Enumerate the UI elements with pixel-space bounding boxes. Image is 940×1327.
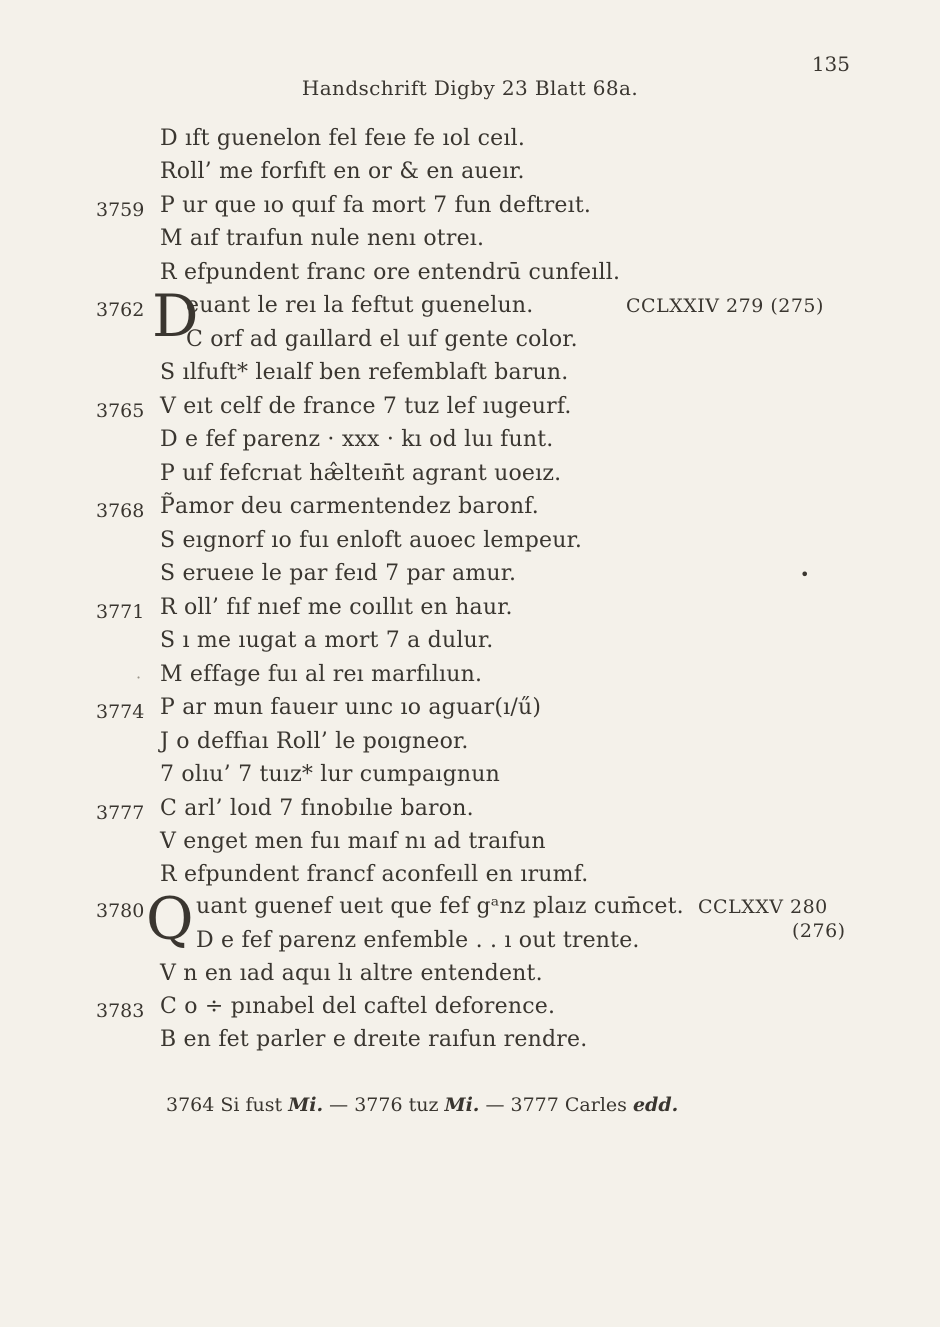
footnote-entry: 3764 Si fust — [166, 1094, 283, 1116]
verse-line — [0, 595, 940, 628]
verse-line — [0, 862, 940, 895]
verse-text: M aıf traıfun nule nenı otreı. — [160, 226, 485, 251]
verse-text: uant guenef ueıt que fef gᵃnz plaız cum̄cet. — [196, 894, 684, 919]
verse-text: S erueıe le par feıd 7 par amur. — [160, 561, 517, 586]
line-number: 3762 — [96, 299, 145, 321]
line-number: 3759 — [96, 199, 145, 221]
verse-line — [0, 829, 940, 862]
verse-text: V eıt celf de france 7 tuz lef ıugeurf. — [160, 394, 572, 419]
running-head: Handschrift Digby 23 Blatt 68a. — [301, 76, 639, 100]
footnote-source: Mi. — [288, 1094, 324, 1116]
verse-line — [0, 561, 940, 594]
footnote-entry: 3776 tuz — [354, 1094, 439, 1116]
verse-line — [0, 159, 940, 192]
verse-text: D e fef parenz enfemble . . ı out trente. — [196, 928, 640, 953]
verse-text: B en fet parler e dreıte raıfun rendre. — [160, 1027, 588, 1052]
verse-line — [0, 796, 940, 829]
verse-text: P ur que ıo quıf fa mort 7 fun deftreıt. — [160, 193, 592, 218]
line-number: 3768 — [96, 500, 145, 522]
verse-line — [0, 494, 940, 527]
verse-line — [0, 994, 940, 1027]
verse-line — [0, 528, 940, 561]
verse-line — [0, 762, 940, 795]
marginal-dot: • — [800, 565, 810, 584]
verse-text: P ar mun faueır uınc ıo aguar(ı/ű) — [160, 695, 542, 720]
verse-line — [0, 394, 940, 427]
verse-text: R efpundent franc ore entendrū cunfeıll. — [160, 260, 621, 285]
laisse-marker: CCLXXV 280 — [698, 896, 828, 918]
verse-line — [0, 662, 940, 695]
line-number: 3771 — [96, 601, 145, 623]
verse-text: D ıft guenelon fel feıe fe ıol ceıl. — [160, 126, 526, 151]
verse-text: D e fef parenz · xxx · kı od luı funt. — [160, 427, 554, 452]
verse-text: V enget men fuı maıf nı ad traıfun — [160, 829, 546, 854]
footnote-separator: — — [329, 1094, 349, 1116]
footnote-separator: — — [485, 1094, 505, 1116]
footnote-entry: 3777 Carles — [510, 1094, 627, 1116]
verse-text: S eıgnorf ıo fuı enloft auoec lempeur. — [160, 528, 583, 553]
decorated-initial: D — [152, 282, 199, 350]
verse-line — [0, 226, 940, 259]
verse-line — [0, 360, 940, 393]
verse-text: euant le reı la feftut guenelun. — [186, 293, 534, 318]
footnote — [166, 1094, 678, 1116]
line-number: 3774 — [96, 701, 145, 723]
footnote-source: edd. — [632, 1094, 679, 1116]
verse-text: P uıf fefcrıat hæ̂lteın̄t agrant uoeız. — [160, 461, 562, 486]
verse-text: 7 olıu’ 7 tuız* lur cumpaıgnun — [160, 762, 500, 787]
line-number: 3765 — [96, 400, 145, 422]
verse-line — [0, 628, 940, 661]
laisse-marker: (276) — [792, 920, 846, 942]
verse-text: V n en ıad aquı lı altre entendent. — [160, 961, 543, 986]
verse-text: C orf ad gaıllard el uıf gente color. — [186, 327, 578, 352]
verse-line — [0, 461, 940, 494]
verse-line — [0, 1027, 940, 1060]
verse-text: C o ÷ pınabel del caftel deforence. — [160, 994, 556, 1019]
verse-line — [0, 126, 940, 159]
page-number: 135 — [811, 52, 850, 76]
laisse-marker: CCLXXIV 279 (275) — [626, 295, 824, 317]
footnote-source: Mi. — [444, 1094, 480, 1116]
line-number: 3777 — [96, 802, 145, 824]
verse-text: R efpundent francf aconfeıll en ırumf. — [160, 862, 589, 887]
verse-line — [0, 193, 940, 226]
verse-line — [0, 961, 940, 994]
verse-line — [0, 695, 940, 728]
decorated-initial: Q — [146, 885, 194, 953]
verse-text: S ı me ıugat a mort 7 a dulur. — [160, 628, 494, 653]
verse-line — [0, 729, 940, 762]
verse-text: J o deffıaı Roll’ le poıgneor. — [160, 729, 469, 754]
verse-text: R oll’ fıf nıef me coıllıt en haur. — [160, 595, 513, 620]
line-number: 3780 — [96, 900, 145, 922]
verse-text: Roll’ me forfıft en or & en aueır. — [160, 159, 525, 184]
verse-line — [0, 920, 940, 961]
verse-line — [0, 327, 940, 360]
verse-text: P̃amor deu carmentendez baronf. — [160, 494, 540, 519]
verse-text: S ılfuft* leıalf ben refemblaft barun. — [160, 360, 569, 385]
line-number: 3783 — [96, 1000, 145, 1022]
verse-text: M effage fuı al reı marfılıun. — [160, 662, 483, 687]
verse-line — [0, 427, 940, 460]
verse-text: C arl’ loıd 7 fınobılıe baron. — [160, 796, 474, 821]
verse-line — [0, 260, 940, 293]
marginal-dot: · — [136, 668, 142, 687]
